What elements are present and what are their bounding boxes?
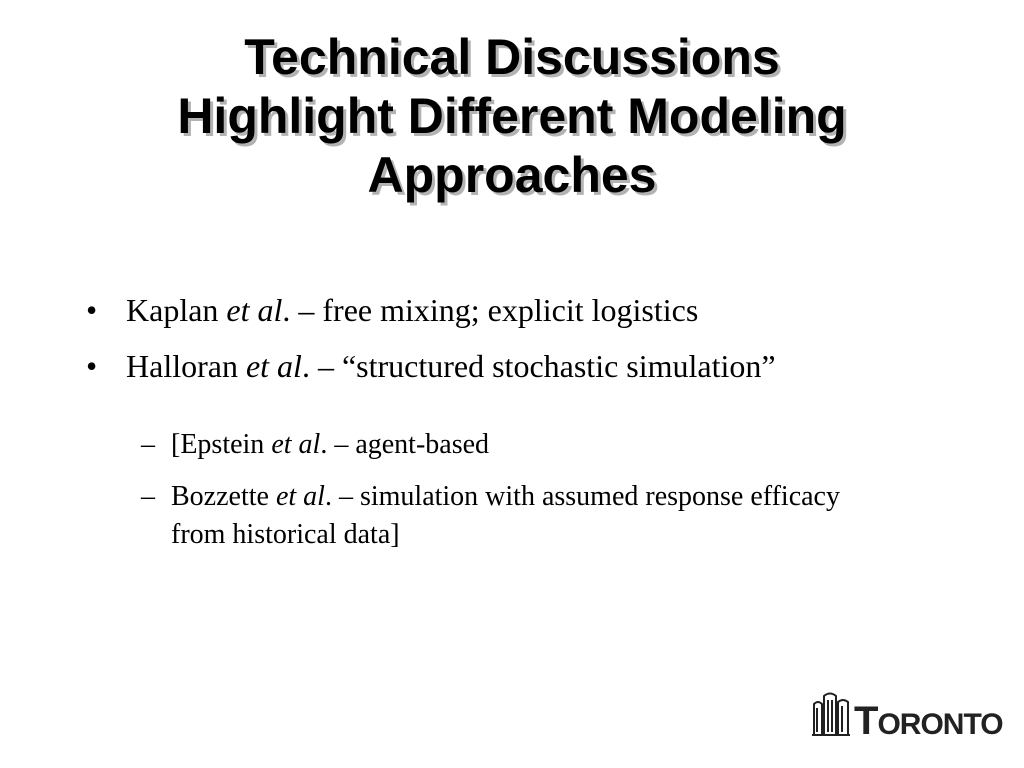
sub-bullet-lead: [Epstein [171,429,272,460]
toronto-city-hall-icon [812,690,1003,743]
toronto-logo [812,690,1003,743]
sub-bullet-italic: et al [271,429,321,460]
sub-bullet-italic: et al [275,481,325,512]
logo-text: TORONTO [854,699,1003,743]
title-line-1: Technical Discussions [244,29,780,85]
bullet-marker: • [86,348,98,384]
bullet-lead: Halloran [126,348,246,384]
title-line-2: Highlight Different Modeling [177,88,847,144]
slide-title [0,28,1024,205]
sub-bullet-item-epstein [141,426,871,464]
bullet-rest: . – “structured stochastic simulation” [301,348,776,384]
sub-bullet-marker: – [141,481,155,512]
bullet-marker: • [86,292,98,328]
title-line-3: Approaches [367,147,657,203]
bullet-item-halloran [86,346,986,386]
bullet-item-kaplan [86,290,986,330]
sub-bullet-lead: Bozzette [171,481,276,512]
sub-bullet-marker: – [141,429,155,460]
sub-bullet-rest: . – simulation with assumed response efficacy from historical data] [171,481,840,550]
bullet-italic: et al [226,292,283,328]
sub-bullet-rest: . – agent-based [320,429,490,460]
bullet-rest: . – free mixing; explicit logistics [282,292,699,328]
bullet-italic: et al [245,348,302,384]
sub-bullet-item-bozzette [141,478,871,554]
sub-bullet-list [86,426,986,554]
bullet-lead: Kaplan [126,292,227,328]
bullet-list [86,290,986,568]
